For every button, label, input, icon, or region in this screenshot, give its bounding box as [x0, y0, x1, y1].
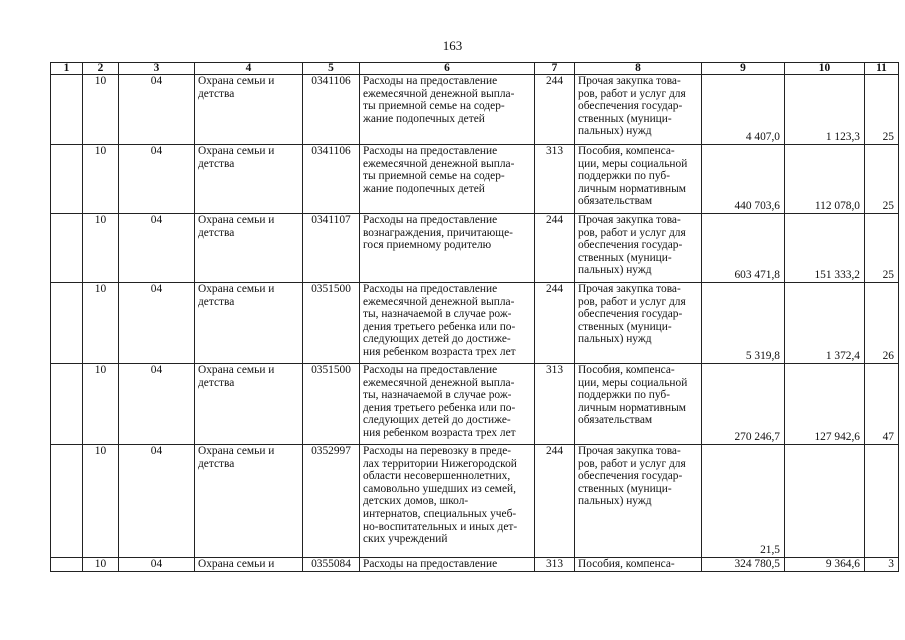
cell-col-1 — [51, 214, 83, 283]
expense-type-name-line: ственных (муници- — [578, 251, 672, 264]
cell-col-1 — [51, 445, 83, 558]
target-article: 0341107 — [303, 214, 360, 283]
expense-type-name-line: ров, работ и услуг для — [578, 295, 686, 308]
section-code: 10 — [83, 214, 119, 283]
expense-type-code: 313 — [535, 364, 575, 445]
expense-description-line: Расходы на предоставление — [363, 75, 498, 87]
subsection-name-line: Охрана семьи и — [198, 214, 275, 226]
expense-description-line: Расходы на предоставление — [363, 145, 498, 157]
column-header-9: 9 — [702, 63, 785, 75]
target-article: 0341106 — [303, 145, 360, 214]
expense-type-name-line: Пособия, компенса- — [578, 145, 675, 157]
section-code: 10 — [83, 75, 119, 145]
table-row — [51, 558, 899, 572]
expense-type-name-line: Прочая закупка това- — [578, 214, 681, 226]
expense-type-name-line: Прочая закупка това- — [578, 283, 681, 295]
amount-col-9: 21,5 — [702, 445, 785, 558]
target-article: 0351500 — [303, 283, 360, 364]
amount-col-10: 112 078,0 — [785, 145, 865, 214]
amount-col-9: 324 780,5 — [702, 558, 785, 572]
expense-type-name — [575, 75, 702, 145]
amount-col-10: 151 333,2 — [785, 214, 865, 283]
expense-description-line: дения третьего ребенка или по- — [363, 320, 516, 333]
subsection-code: 04 — [119, 75, 195, 145]
expense-type-name-line: личным нормативным — [578, 401, 686, 414]
expense-type-name — [575, 364, 702, 445]
expense-description-line: вознаграждения, причитающе- — [363, 226, 513, 239]
column-header-5: 5 — [303, 63, 360, 75]
section-code: 10 — [83, 445, 119, 558]
subsection-name — [195, 445, 303, 558]
expense-type-name-line: обеспечения государ- — [578, 308, 683, 321]
expense-type-name — [575, 145, 702, 214]
percent-col-11: 3 — [865, 558, 899, 572]
column-header-10: 10 — [785, 63, 865, 75]
expense-description-line: ты приемной семье на содер- — [363, 170, 505, 183]
subsection-name-line: Охрана семьи и — [198, 364, 275, 376]
target-article: 0352997 — [303, 445, 360, 558]
expense-type-name — [575, 558, 702, 572]
expense-type-name-line: пальных) нужд — [578, 264, 652, 277]
expense-type-name-line: личным нормативным — [578, 182, 686, 195]
expense-type-name — [575, 214, 702, 283]
expense-type-name-line: Пособия, компенса- — [578, 558, 675, 570]
subsection-name — [195, 364, 303, 445]
subsection-name-line: детства — [198, 457, 235, 470]
section-code: 10 — [83, 283, 119, 364]
expense-type-name-line: обязательствам — [578, 414, 653, 427]
expense-description-line: Расходы на предоставление — [363, 364, 498, 376]
column-header-11: 11 — [865, 63, 899, 75]
cell-col-1 — [51, 283, 83, 364]
expense-type-name-line: поддержки по пуб- — [578, 389, 671, 402]
page-number: 163 — [442, 38, 463, 53]
subsection-name — [195, 283, 303, 364]
expense-description-line: ты, назначаемой в случае рож- — [363, 389, 512, 402]
expense-description — [360, 145, 535, 214]
expense-description-line: ты приемной семье на содер- — [363, 100, 505, 113]
expense-description-line: области несовершеннолетних, — [363, 470, 511, 483]
table-row — [51, 75, 899, 145]
expense-type-name-line: ров, работ и услуг для — [578, 226, 686, 239]
expense-description-line: ских учреждений — [363, 533, 448, 546]
table-row — [51, 364, 899, 445]
expense-type-name — [575, 445, 702, 558]
subsection-name — [195, 214, 303, 283]
expense-type-code: 244 — [535, 214, 575, 283]
subsection-code: 04 — [119, 364, 195, 445]
section-code: 10 — [83, 364, 119, 445]
expense-type-name-line: Прочая закупка това- — [578, 445, 681, 457]
cell-col-1 — [51, 558, 83, 572]
expense-type-name-line: пальных) нужд — [578, 495, 652, 508]
subsection-name-line: детства — [198, 376, 235, 389]
percent-col-11: 25 — [865, 214, 899, 283]
expense-type-name-line: пальных) нужд — [578, 125, 652, 138]
table-body — [51, 75, 899, 572]
target-article: 0341106 — [303, 75, 360, 145]
subsection-name-line: Охрана семьи и — [198, 75, 275, 87]
subsection-code: 04 — [119, 214, 195, 283]
amount-col-9: 603 471,8 — [702, 214, 785, 283]
percent-col-11: 47 — [865, 364, 899, 445]
expense-description-line: ния ребенком возраста трех лет — [363, 426, 516, 439]
column-header-2: 2 — [83, 63, 119, 75]
expense-type-name-line: ров, работ и услуг для — [578, 457, 686, 470]
expense-description-line: следующих детей до достиже- — [363, 414, 511, 427]
expense-type-name-line: Прочая закупка това- — [578, 75, 681, 87]
subsection-name-line: детства — [198, 295, 235, 308]
amount-col-10: 9 364,6 — [785, 558, 865, 572]
expense-type-name-line: ции, меры социальной — [578, 376, 688, 389]
column-header-8: 8 — [575, 63, 702, 75]
expense-description-line: следующих детей до достиже- — [363, 333, 511, 346]
expense-description — [360, 445, 535, 558]
expense-type-name-line: ственных (муници- — [578, 112, 672, 125]
amount-col-10: 127 942,6 — [785, 364, 865, 445]
table-row — [51, 283, 899, 364]
expense-type-code: 313 — [535, 558, 575, 572]
expense-type-name-line: обеспечения государ- — [578, 239, 683, 252]
subsection-name — [195, 145, 303, 214]
column-header-3: 3 — [119, 63, 195, 75]
expense-description-line: дения третьего ребенка или по- — [363, 401, 516, 414]
table-row — [51, 145, 899, 214]
section-code: 10 — [83, 558, 119, 572]
expense-type-name-line: обеспечения государ- — [578, 470, 683, 483]
column-header-4: 4 — [195, 63, 303, 75]
expense-type-name-line: обеспечения государ- — [578, 100, 683, 113]
header-row — [51, 63, 899, 75]
expense-type-code: 244 — [535, 283, 575, 364]
amount-col-9: 270 246,7 — [702, 364, 785, 445]
cell-col-1 — [51, 364, 83, 445]
expense-type-code: 244 — [535, 445, 575, 558]
cell-col-1 — [51, 75, 83, 145]
expense-type-name-line: обязательствам — [578, 195, 653, 208]
expense-description-line: интернатов, специальных учеб- — [363, 507, 517, 520]
column-header-1: 1 — [51, 63, 83, 75]
expense-description-line: самовольно ушедших из семей, — [363, 482, 516, 495]
target-article: 0351500 — [303, 364, 360, 445]
subsection-name-line: детства — [198, 157, 235, 170]
subsection-name-line: детства — [198, 226, 235, 239]
column-header-7: 7 — [535, 63, 575, 75]
expense-description-line: ежемесячной денежной выпла- — [363, 295, 515, 308]
expense-description-line: ты, назначаемой в случае рож- — [363, 308, 512, 321]
subsection-name-line: детства — [198, 87, 235, 100]
column-header-6: 6 — [360, 63, 535, 75]
expense-description — [360, 75, 535, 145]
amount-col-9: 4 407,0 — [702, 75, 785, 145]
expense-description-line: жание подопечных детей — [363, 112, 485, 125]
expense-description-line: лах территории Нижегородской — [363, 457, 517, 470]
amount-col-9: 440 703,6 — [702, 145, 785, 214]
expense-type-name-line: ров, работ и услуг для — [578, 87, 686, 100]
expense-description-line: ния ребенком возраста трех лет — [363, 345, 516, 358]
subsection-code: 04 — [119, 558, 195, 572]
expense-description-line: Расходы на предоставление — [363, 558, 498, 570]
expense-type-code: 313 — [535, 145, 575, 214]
subsection-name — [195, 75, 303, 145]
expense-type-name-line: ции, меры социальной — [578, 157, 688, 170]
expense-description — [360, 364, 535, 445]
amount-col-9: 5 319,8 — [702, 283, 785, 364]
expense-description-line: детских домов, школ- — [363, 495, 469, 508]
expense-description-line: ежемесячной денежной выпла- — [363, 376, 515, 389]
subsection-name-line: Охрана семьи и — [198, 558, 275, 570]
amount-col-10: 1 372,4 — [785, 283, 865, 364]
expense-description — [360, 283, 535, 364]
expense-type-name — [575, 283, 702, 364]
expense-type-name-line: ственных (муници- — [578, 482, 672, 495]
expense-type-code: 244 — [535, 75, 575, 145]
expense-description-line: Расходы на предоставление — [363, 214, 498, 226]
subsection-name — [195, 558, 303, 572]
table-row — [51, 214, 899, 283]
table-row — [51, 445, 899, 558]
expense-description — [360, 214, 535, 283]
expense-type-name-line: ственных (муници- — [578, 320, 672, 333]
subsection-code: 04 — [119, 145, 195, 214]
subsection-name-line: Охрана семьи и — [198, 145, 275, 157]
subsection-code: 04 — [119, 445, 195, 558]
expense-type-name-line: Пособия, компенса- — [578, 364, 675, 376]
target-article: 0355084 — [303, 558, 360, 572]
expense-description-line: но-воспитательных и иных дет- — [363, 520, 518, 533]
amount-col-10 — [785, 445, 865, 558]
percent-col-11: 25 — [865, 145, 899, 214]
subsection-name-line: Охрана семьи и — [198, 283, 275, 295]
percent-col-11 — [865, 445, 899, 558]
percent-col-11: 26 — [865, 283, 899, 364]
expense-description-line: ежемесячной денежной выпла- — [363, 157, 515, 170]
subsection-name-line: Охрана семьи и — [198, 445, 275, 457]
expense-description-line: Расходы на перевозку в преде- — [363, 445, 512, 457]
percent-col-11: 25 — [865, 75, 899, 145]
budget-table — [50, 62, 899, 572]
amount-col-10: 1 123,3 — [785, 75, 865, 145]
cell-col-1 — [51, 145, 83, 214]
expense-type-name-line: пальных) нужд — [578, 333, 652, 346]
section-code: 10 — [83, 145, 119, 214]
expense-description-line: ежемесячной денежной выпла- — [363, 87, 515, 100]
expense-type-name-line: поддержки по пуб- — [578, 170, 671, 183]
subsection-code: 04 — [119, 283, 195, 364]
expense-description-line: жание подопечных детей — [363, 182, 485, 195]
expense-description-line: Расходы на предоставление — [363, 283, 498, 295]
expense-description — [360, 558, 535, 572]
expense-description-line: гося приемному родителю — [363, 239, 492, 252]
